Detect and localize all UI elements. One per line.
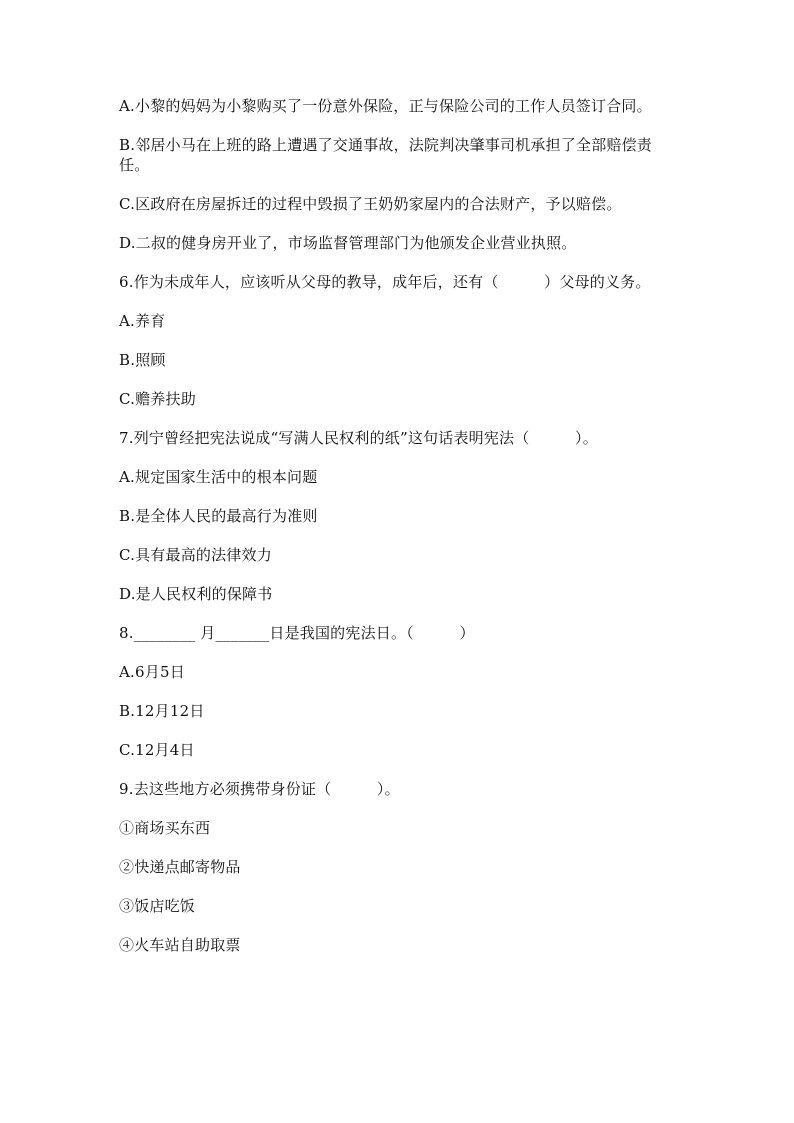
option-8a: A.6月5日 bbox=[119, 663, 185, 681]
question-9: 9.去这些地方必须携带身份证（ ）。 bbox=[119, 780, 400, 798]
question-8: 8.________ 月_______日是我国的宪法日。（ ） bbox=[119, 624, 475, 642]
question-6: 6.作为未成年人，应该听从父母的教导，成年后，还有（ ）父母的义务。 bbox=[119, 273, 651, 291]
option-7b: B.是全体人民的最高行为准则 bbox=[119, 507, 318, 525]
option-5d: D.二叔的健身房开业了，市场监督管理部门为他颁发企业营业执照。 bbox=[119, 234, 577, 252]
question-7: 7.列宁曾经把宪法说成“写满人民权利的纸”这句话表明宪法（ ）。 bbox=[119, 429, 598, 447]
option-7a: A.规定国家生活中的根本问题 bbox=[119, 468, 318, 486]
item-9-4: ④火车站自助取票 bbox=[119, 936, 241, 954]
item-9-3: ③饭店吃饭 bbox=[119, 897, 196, 915]
option-5a: A.小黎的妈妈为小黎购买了一份意外保险，正与保险公司的工作人员签订合同。 bbox=[119, 97, 652, 115]
option-7d: D.是人民权利的保障书 bbox=[119, 585, 273, 603]
option-6c: C.赡养扶助 bbox=[119, 390, 196, 408]
option-8b: B.12月12日 bbox=[119, 702, 205, 720]
item-9-2: ②快递点邮寄物品 bbox=[119, 858, 241, 876]
option-7c: C.具有最高的法律效力 bbox=[119, 546, 272, 564]
option-6b: B.照顾 bbox=[119, 351, 166, 369]
option-6a: A.养育 bbox=[119, 312, 166, 330]
document-page bbox=[119, 96, 679, 974]
option-8c: C.12月4日 bbox=[119, 741, 195, 759]
option-5c: C.区政府在房屋拆迁的过程中毁损了王奶奶家屋内的合法财产，予以赔偿。 bbox=[119, 195, 622, 213]
option-5b: B.邻居小马在上班的路上遭遇了交通事故，法院判决肇事司机承担了全部赔偿责任。 bbox=[119, 136, 652, 174]
item-9-1: ①商场买东西 bbox=[119, 819, 211, 837]
